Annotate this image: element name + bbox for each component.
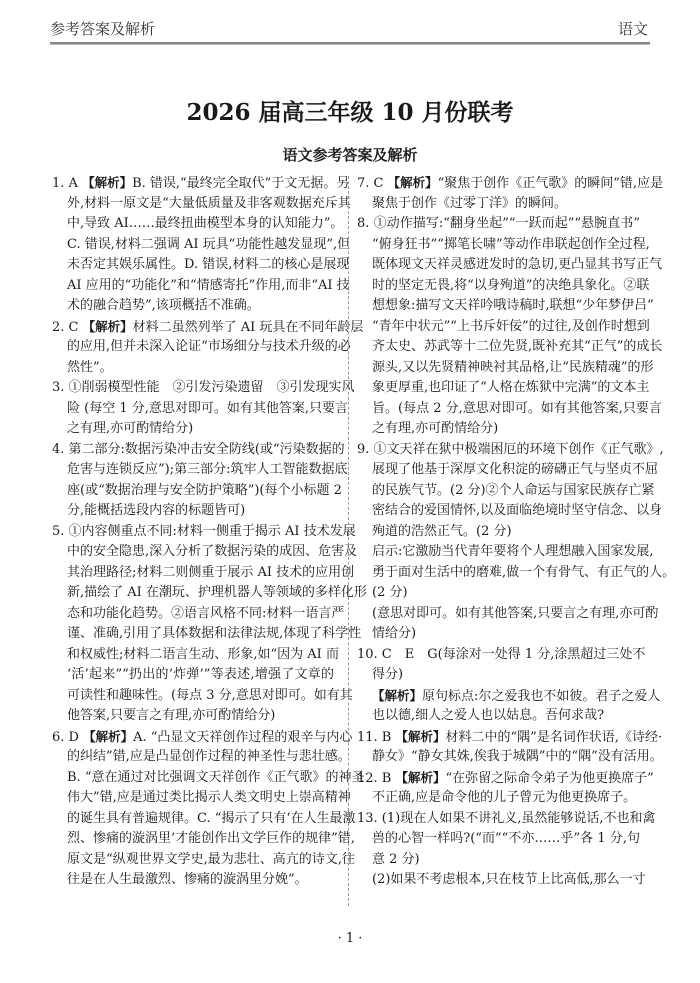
answer-line: 2. C 【解析】材料二虽然列举了 AI 玩具在不同年龄层 <box>52 318 364 335</box>
answer-line: 不正确,应是命令他的儿子曾元为他更换席子。 <box>372 790 637 805</box>
answer-line: 和权威性;材料二语言生动、形象,如“因为 AI 而 <box>67 646 339 662</box>
answer-line: 7. C 【解析】“聚焦于创作《正气歌》的瞬间”错,应是 <box>357 175 664 191</box>
answer-line: 中的安全隐患,深入分析了数据污染的成因、危害及 <box>67 544 358 559</box>
answer-line: 术的融合趋势”,该项概括不准确。 <box>67 298 260 313</box>
column-divider <box>348 176 349 906</box>
answer-line: 齐太史、苏武等十二位先贤,既补充其“正气”的成长 <box>372 339 663 354</box>
answer-line: 4. 第二部分:数据污染冲击安全防线(或“污染数据的 <box>52 441 345 457</box>
answer-line: 得分) <box>372 667 404 682</box>
answer-line: (意思对即可。如有其他答案,只要言之有理,亦可酌 <box>372 605 659 621</box>
answer-line: 兽的心智一样吗?(“而”“不亦……乎”各 1 分,句 <box>372 831 640 846</box>
answer-line: 情给分) <box>372 626 417 641</box>
answer-line: 勇于面对生活中的磨难,做一个有骨气、有正气的人。 <box>372 564 676 580</box>
answer-line: 他答案,只要言之有理,亦可酌情给分) <box>67 708 276 723</box>
analysis-label: 【解析】 <box>395 769 446 785</box>
answer-line: 启示:它激励当代青年要将个人理想融入国家发展, <box>372 544 654 559</box>
answer-item <box>357 809 656 891</box>
answer-item <box>357 440 676 645</box>
analysis-label: 【解析】 <box>387 175 438 190</box>
answer-line: 8. ①动作描写:“翻身坐起”“一跃而起”“悬腕直书” <box>357 216 640 231</box>
section-subtitle: 语文参考答案及解析 <box>282 146 418 164</box>
answer-line: 之有理,亦可酌情给分) <box>372 421 499 436</box>
answer-line: 中,导致 AI……最终扭曲模型本身的认知能力”。 <box>67 216 344 231</box>
answer-line: (2)如果不考虑根本,只在枝节上比高低,那么一寸 <box>372 872 646 887</box>
answer-item <box>52 173 351 317</box>
answer-line: 既体现文天祥灵感迸发时的急切,更凸显其书写正气 <box>372 257 663 272</box>
answer-line: 新,描绘了 AI 在潮玩、护理机器人等领域的多样化形 <box>67 585 367 600</box>
answer-line: 的应用,但并未深入论证“市场细分与技术升级的必 <box>67 339 351 354</box>
answer-line: 谨、准确,引用了具体数据和法律法规,体现了科学性 <box>67 626 362 641</box>
answer-item <box>357 214 663 440</box>
analysis-label: 【解析】 <box>395 728 446 744</box>
answer-item <box>52 522 367 727</box>
answer-line: 可读性和趣味性。(每点 3 分,意思对即可。如有其 <box>67 687 353 703</box>
answer-line: 想想象:描写文天祥吟哦诗稿时,联想“少年梦伊吕” <box>372 298 654 313</box>
answer-item <box>357 727 663 768</box>
answer-item <box>357 173 664 214</box>
answer-line: C. 错误,材料二强调 AI 玩具“功能性越发显现”,但 <box>67 236 351 252</box>
answer-line: 5. ①内容侧重点不同:材料一侧重于揭示 AI 技术发展 <box>52 523 356 539</box>
left-column <box>52 173 367 891</box>
running-header-subject: 语文 <box>617 20 648 38</box>
analysis-label: 【解析】 <box>372 687 423 703</box>
answer-line: 象更厚重,也印证了“人格在炼狱中完满”的文本主 <box>372 380 650 395</box>
answer-line: 源头,又以先贤精神映衬其品格,让“民族精魂”的形 <box>372 359 654 375</box>
page-number: · 1 · <box>337 931 363 946</box>
answer-item <box>357 645 661 727</box>
answer-line: 静女》“静女其姝,俟我于城隅”中的“隅”没有活用。 <box>372 749 663 764</box>
answer-line: 聚焦于创作《过零丁洋》的瞬间。 <box>372 195 568 211</box>
answer-line: 伟大”错,应是通过类比揭示人类文明史上崇高精神 <box>67 790 351 805</box>
answer-line: 13. (1)现在人如果不讲礼义,虽然能够说话,不也和禽 <box>357 810 656 826</box>
answer-line: 展现了他基于深厚文化积淀的磅礴正气与坚贞不屈 <box>372 462 659 477</box>
answer-line: 时的坚定无畏,将“以身殉道”的决绝具象化。②联 <box>372 277 650 293</box>
answer-line: 【解析】原句标点:尔之爱我也不如彼。君子之爱人 <box>372 687 661 704</box>
answer-line: 原文是“纵观世界文学史,最为悲壮、高亢的诗文,往 <box>67 851 355 867</box>
answer-item <box>52 378 355 440</box>
answer-item <box>357 768 654 809</box>
analysis-label: 【解析】 <box>83 728 134 744</box>
answer-line: 3. ①削弱模型性能 ②引发污染遗留 ③引发现实风 <box>52 380 355 395</box>
answer-line: 险 (每空 1 分,意思对即可。如有其他答案,只要言 <box>67 400 349 416</box>
analysis-label: 【解析】 <box>82 318 133 334</box>
answer-line: 往是在人生最激烈、惨痛的漩涡里分娩”。 <box>67 872 308 887</box>
answer-line: 的诞生具有普遍规律。C. “揭示了只有‘在人生最激 <box>67 810 356 826</box>
answer-line: 12. B 【解析】“在弥留之际命令弟子为他更换席子” <box>357 769 654 786</box>
answer-line: 殉道的浩然正气。(2 分) <box>372 523 512 539</box>
right-column <box>357 173 676 891</box>
answer-line: 态和功能化趋势。②语言风格不同:材料一语言严 <box>67 605 345 621</box>
answer-line: “俯身狂书”“掷笔长啸”等动作串联起创作全过程, <box>372 236 650 252</box>
answer-line: 然性”。 <box>67 359 113 375</box>
answer-line: 旨。(每点 2 分,意思对即可。如有其他答案,只要言 <box>372 400 662 416</box>
answer-line: 11. B 【解析】材料二中的“隅”是名词作状语,《诗经· <box>357 728 663 745</box>
answer-line: 的纠结”错,应是凸显创作过程的神圣性与悲壮感。 <box>67 749 351 764</box>
answer-line: 烈、惨痛的漩涡里’才能创作出文学巨作的规律”错, <box>67 831 355 846</box>
header-rule <box>50 42 650 45</box>
answer-line: 之有理,亦可酌情给分) <box>67 421 194 436</box>
answer-line: (2 分) <box>372 585 408 600</box>
answer-line: 危害与连锁反应”);第三部分:筑牢人工智能数据底 <box>67 462 348 477</box>
running-header-left: 参考答案及解析 <box>50 20 156 38</box>
answer-line: 6. D 【解析】A. “凸显文天祥创作过程的艰辛与内心 <box>52 728 353 745</box>
answer-line: 1. A 【解析】B. 错误,“最终完全取代”于文无据。另 <box>52 175 350 191</box>
answer-line: AI 应用的“功能化”和“情感寄托”作用,而非“AI 技 <box>67 277 350 293</box>
answer-line: ‘活’起来”“扔出的‘炸弹’”等表述,增强了文章的 <box>67 667 334 682</box>
answer-line: 座(或“数据治理与安全防护策略”)(每个小标题 2 <box>67 482 342 498</box>
answer-line: 意 2 分) <box>372 851 420 867</box>
analysis-label: 【解析】 <box>82 175 133 190</box>
answer-line: 分,能概括选段内容的标题皆可) <box>67 503 246 518</box>
answer-line: 其治理路径;材料二则侧重于展示 AI 技术的应用创 <box>67 564 355 580</box>
answer-line: 密结合的爱国情怀,以及面临绝境时坚守信念、以身 <box>372 503 663 518</box>
answer-item <box>52 440 348 522</box>
answer-line: 外,材料一原文是“大量低质量及非客观数据充斥其 <box>67 195 351 211</box>
answer-item <box>52 317 364 379</box>
answer-line: 也以德,细人之爱人也以姑息。吾何求哉? <box>372 708 605 723</box>
answer-line: 10. C E G(每涂对一处得 1 分,涂黑超过三处不 <box>357 646 646 662</box>
answer-line: B. “意在通过对比强调文天祥创作《正气歌》的神圣 <box>67 769 365 785</box>
answer-line: 未否定其娱乐属性。D. 错误,材料二的核心是展现 <box>67 257 350 272</box>
answer-line: 9. ①文天祥在狱中极端困厄的环境下创作《正气歌》, <box>357 441 664 457</box>
answer-line: “青年中状元”“上书斥奸佞”的过往,及创作时想到 <box>372 318 650 334</box>
page-title: 2026 届高三年级 10 月份联考 <box>186 99 514 126</box>
answer-line: 的民族气节。(2 分)②个人命运与国家民族存亡紧 <box>372 482 655 498</box>
answer-item <box>52 727 365 891</box>
